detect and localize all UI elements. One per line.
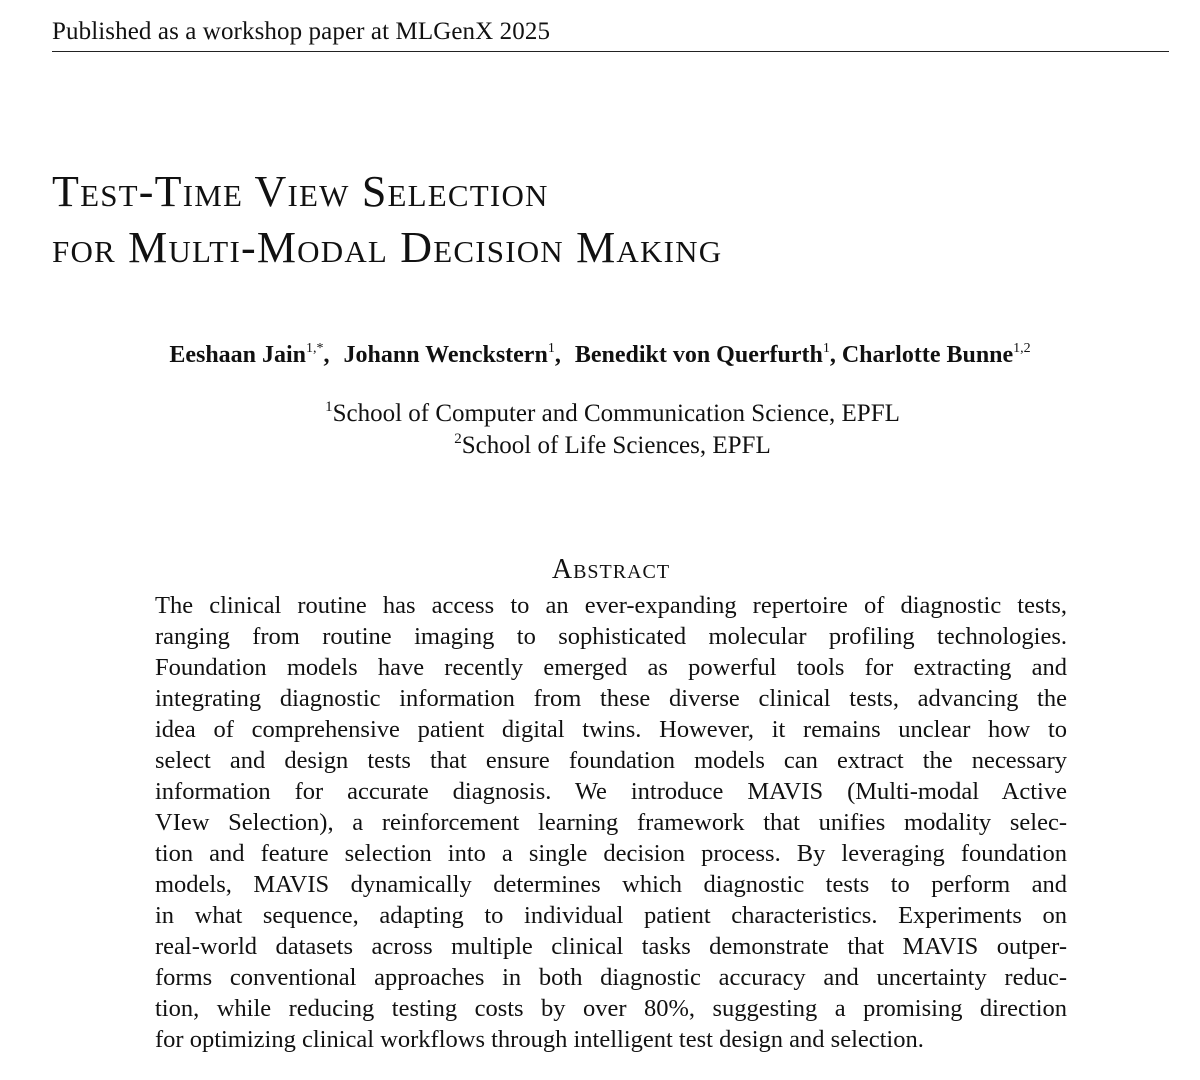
abstract-heading: Abstract <box>551 554 671 585</box>
affiliation <box>0 398 1200 430</box>
author-name: Benedikt von Querfurth <box>574 342 823 368</box>
affiliation-list <box>0 398 1200 462</box>
abstract-line: The clinical routine has access to an ever-expanding repertoire of diagnostic tests, <box>155 592 1067 619</box>
abstract-line: select and design tests that ensure foundation models can extract the necessary <box>155 747 1067 774</box>
abstract-line: real-world datasets across multiple clinical tasks demonstrate that MAVIS outper- <box>155 933 1067 960</box>
title-line-1: Test-Time View Selection <box>52 167 549 216</box>
abstract-line: tion and feature selection into a single decision process. By leveraging foundation <box>155 840 1067 867</box>
abstract-line: forms conventional approaches in both diagnostic accuracy and uncertainty reduc- <box>155 964 1067 991</box>
author-list: Eeshaan Jain$^{1,*}$, Johann Wenckstern$^1$, Benedikt von Querfurth$^1$, Charlotte Bunne$^{1,2}$ <box>169 341 1031 368</box>
abstract-line: ranging from routine imaging to sophisticated molecular profiling technologies. <box>155 623 1067 650</box>
author <box>169 342 323 368</box>
author-affil-mark: 1 <box>822 341 830 356</box>
paper-title <box>52 164 722 276</box>
header-rule <box>52 51 1169 52</box>
abstract-line: models, MAVIS dynamically determines which diagnostic tests to perform and <box>155 871 1067 898</box>
affiliation <box>0 430 1200 462</box>
abstract-line: idea of comprehensive patient digital twins. However, it remains unclear how to <box>155 716 1067 743</box>
abstract-line: tion, while reducing testing costs by over 80%, suggesting a promising direction <box>155 995 1067 1022</box>
author <box>842 342 1031 368</box>
affiliation-mark: 2 <box>454 431 462 447</box>
abstract-line: for optimizing clinical workflows through intelligent test design and selection. <box>155 1026 924 1053</box>
affiliation-mark: 1 <box>325 399 333 415</box>
author-affil-mark: 1 <box>547 341 555 356</box>
affiliation-text: School of Life Sciences, EPFL <box>461 432 771 459</box>
abstract-line: VIew Selection), a reinforcement learning framework that unifies modality selec- <box>155 809 1067 836</box>
author-affil-mark: 1,2 <box>1013 341 1031 356</box>
abstract-body <box>155 590 1067 1055</box>
abstract-line: Foundation models have recently emerged as powerful tools for extracting and <box>155 654 1067 681</box>
author <box>575 342 830 368</box>
author <box>344 342 555 368</box>
affiliation-text: School of Computer and Communication Science, EPFL <box>332 400 900 427</box>
author-name: Charlotte Bunne <box>841 342 1014 368</box>
abstract-line: integrating diagnostic information from these diverse clinical tests, advancing the <box>155 685 1067 712</box>
running-header: Published as a workshop paper at MLGenX 2025 <box>52 18 551 45</box>
author-name: Eeshaan Jain <box>169 342 307 368</box>
title-line-2: for Multi-Modal Decision Making <box>52 223 723 272</box>
abstract-line: in what sequence, adapting to individual patient characteristics. Experiments on <box>155 902 1067 929</box>
author-name: Johann Wenckstern <box>343 342 548 368</box>
author-affil-mark: 1,* <box>306 341 324 356</box>
abstract-line: information for accurate diagnosis. We introduce MAVIS (Multi-modal Active <box>155 778 1067 805</box>
